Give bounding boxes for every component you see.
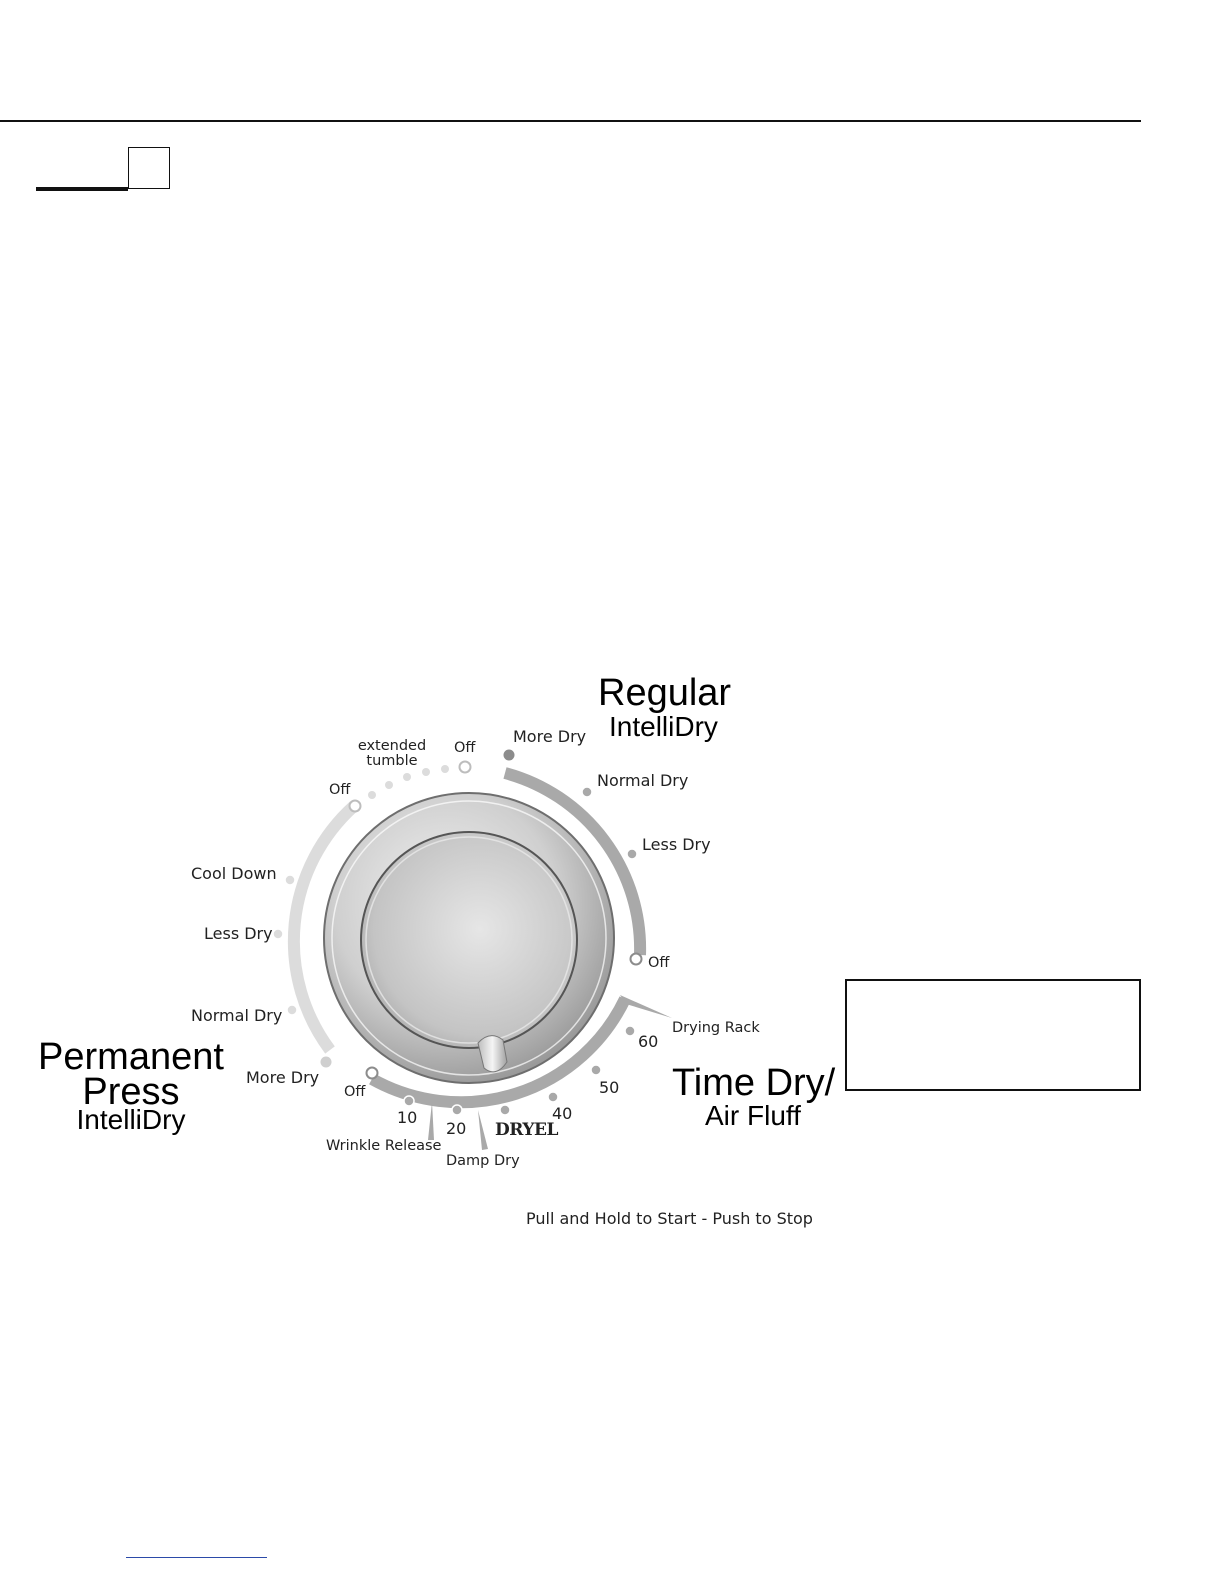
damp-dry-label: Damp Dry [446, 1153, 520, 1169]
pp-heading-line1: Permanent [38, 1036, 224, 1078]
regular-less-dry-marker [627, 849, 637, 859]
time-dry-20-label: 20 [446, 1119, 467, 1138]
time-dry-50-marker [591, 1065, 601, 1075]
pp-cool-down-label: Cool Down [191, 864, 277, 883]
pp-more-dry-label: More Dry [246, 1068, 320, 1087]
time-dry-50-label: 50 [599, 1078, 620, 1097]
pp-more-dry-marker [321, 1057, 332, 1068]
time-dry-subheading: Air Fluff [705, 1100, 801, 1131]
callout-box [845, 979, 1141, 1091]
pp-heading-line2: Press [82, 1071, 180, 1113]
dryel-logo: DRYEL [495, 1120, 558, 1140]
regular-more-dry-marker [504, 750, 515, 761]
footer-link-underline[interactable] [126, 1557, 267, 1558]
extended-tumble-dot [368, 791, 376, 799]
regular-heading: Regular [598, 672, 732, 714]
extended-tumble-off-marker [460, 762, 471, 773]
pp-normal-dry-label: Normal Dry [191, 1006, 283, 1025]
extended-tumble-dot [403, 773, 411, 781]
extended-tumble-dot [422, 768, 430, 776]
pp-cool-down-marker [285, 875, 295, 885]
extended-tumble-off-label: Off [454, 740, 476, 756]
time-dry-off-label: Off [344, 1084, 366, 1100]
extended-tumble-dot [385, 781, 393, 789]
damp-dry-tick [478, 1110, 488, 1150]
pp-less-dry-marker [273, 929, 283, 939]
wrinkle-release-tick [428, 1102, 434, 1140]
pp-subheading: IntelliDry [76, 1104, 186, 1135]
regular-less-dry-label: Less Dry [642, 835, 711, 854]
time-dry-40-label: 40 [552, 1104, 573, 1123]
regular-off-label: Off [648, 955, 670, 971]
time-dry-10-label: 10 [397, 1108, 418, 1127]
time-dry-30-marker [500, 1105, 510, 1115]
time-dry-off-marker [367, 1068, 378, 1079]
drying-rack-label: Drying Rack [672, 1020, 760, 1036]
pp-less-dry-label: Less Dry [204, 924, 273, 943]
regular-more-dry-label: More Dry [513, 727, 587, 746]
extended-tumble-label-line2: tumble [366, 753, 418, 769]
time-dry-20-marker [452, 1105, 462, 1115]
extended-tumble-dot [441, 765, 449, 773]
time-dry-60-marker [625, 1026, 635, 1036]
pp-off-marker [350, 801, 361, 812]
regular-normal-dry-label: Normal Dry [597, 771, 689, 790]
regular-normal-dry-marker [582, 787, 592, 797]
extended-tumble-label-line1: extended [357, 738, 427, 754]
control-knob[interactable] [324, 793, 614, 1083]
time-dry-60-label: 60 [638, 1032, 659, 1051]
pp-normal-dry-marker [287, 1005, 297, 1015]
time-dry-10-marker [404, 1096, 414, 1106]
pp-off-label: Off [329, 782, 351, 798]
time-dry-40-marker [548, 1092, 558, 1102]
wrinkle-release-label: Wrinkle Release [326, 1138, 442, 1154]
regular-off-marker [631, 954, 642, 965]
time-dry-heading: Time Dry/ [672, 1062, 836, 1104]
regular-subheading: IntelliDry [609, 711, 718, 742]
start-stop-instruction: Pull and Hold to Start - Push to Stop [526, 1209, 813, 1228]
